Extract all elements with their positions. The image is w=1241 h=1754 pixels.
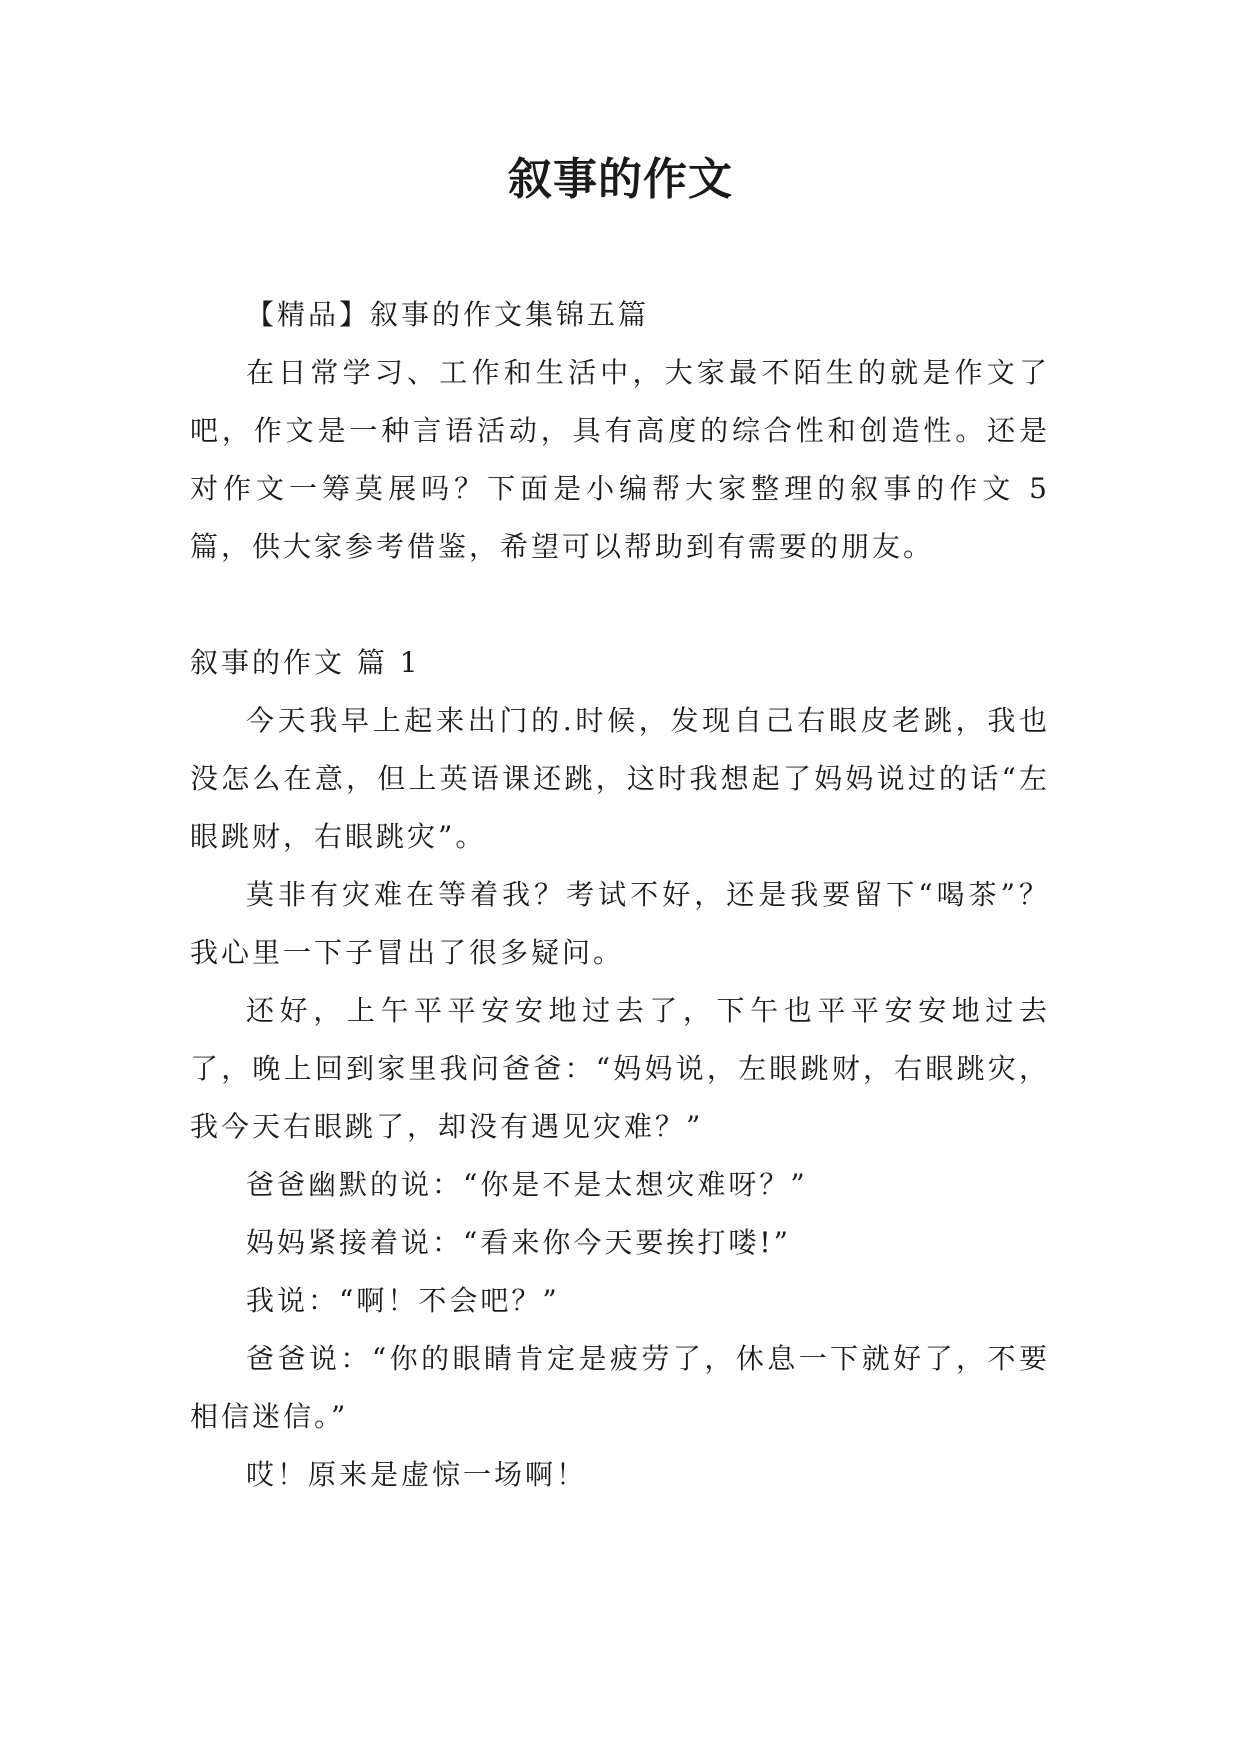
story-paragraph: 今天我早上起来出门的.时候，发现自己右眼皮老跳，我也没怎么在意，但上英语课还跳，这时我想起了妈妈说过的话“左眼跳财，右眼跳灾”。 [190,704,1050,853]
story-paragraph: 哎！原来是虚惊一场啊！ [246,1458,588,1491]
story-paragraph: 爸爸幽默的说：“你是不是太想灾难呀？” [246,1168,808,1201]
intro-paragraph: 在日常学习、工作和生活中，大家最不陌生的就是作文了吧，作文是一种言语活动，具有高度的综合性和创造性。还是对作文一筹莫展吗？下面是小编帮大家整理的叙事的作文 5 篇，供大家参考借鉴，希望可以帮助到有需要的朋友。 [190,356,1050,563]
story-paragraph: 莫非有灾难在等着我？考试不好，还是我要留下“喝茶”？我心里一下子冒出了很多疑问。 [190,878,1050,969]
document-subtitle: 【精品】叙事的作文集锦五篇 [246,298,650,331]
story-paragraph: 我说：“啊！不会吧？” [246,1284,560,1317]
document-title: 叙事的作文 [508,154,733,205]
section-heading: 叙事的作文 篇 1 [190,646,421,679]
story-paragraph: 爸爸说：“你的眼睛肯定是疲劳了，休息一下就好了，不要相信迷信。” [190,1342,1050,1433]
story-paragraph: 妈妈紧接着说：“看来你今天要挨打喽!” [246,1226,791,1259]
story-paragraph: 还好，上午平平安安地过去了，下午也平平安安地过去了，晚上回到家里我问爸爸：“妈妈说，左眼跳财，右眼跳灾，我今天右眼跳了，却没有遇见灾难？” [190,994,1050,1143]
document-body [190,286,1050,1504]
section-spacer [190,576,1050,634]
